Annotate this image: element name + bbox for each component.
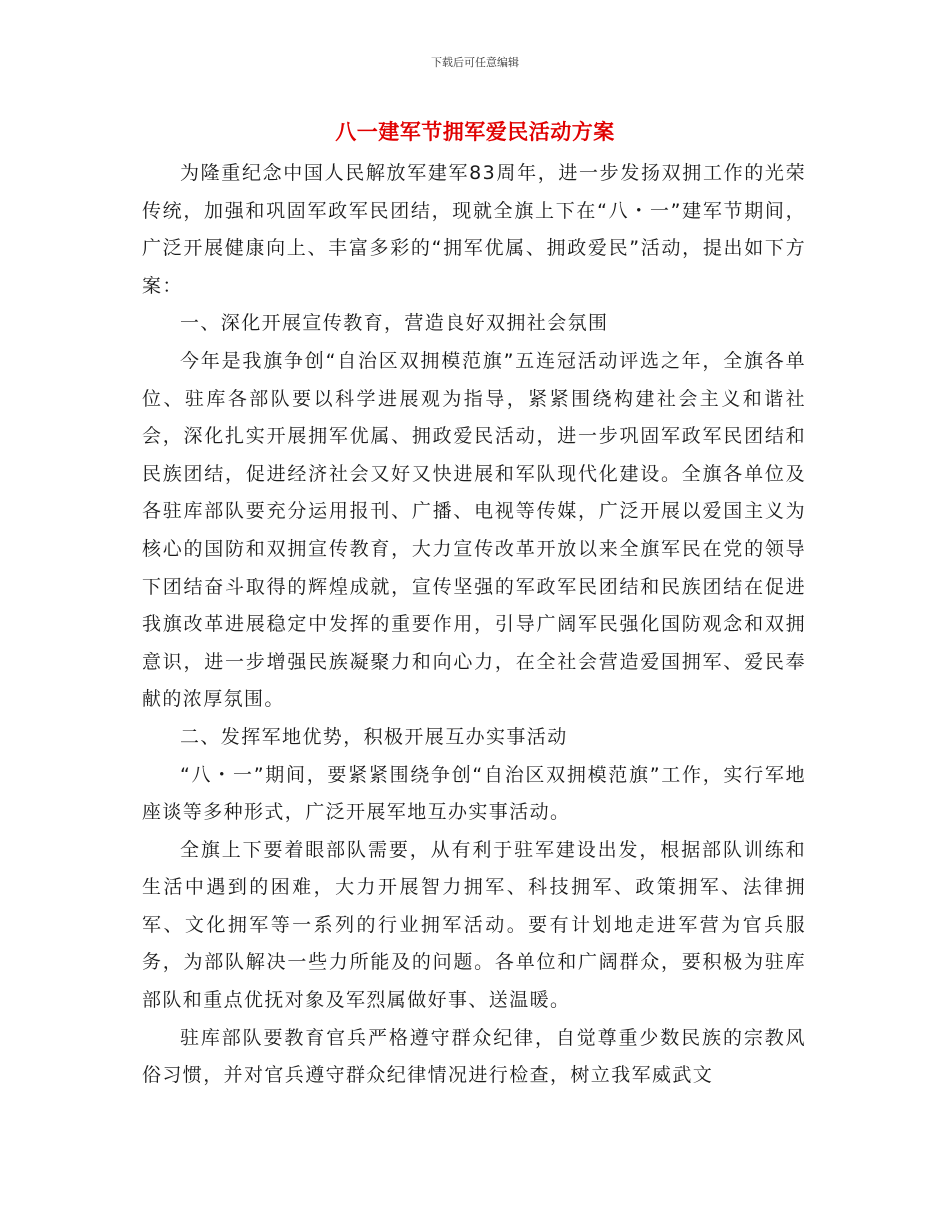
- document-body: [142, 155, 806, 1095]
- document-title: 八一建军节拥军爱民活动方案: [335, 120, 615, 144]
- body-paragraph: 全旗上下要着眼部队需要，从有利于驻军建设出发，根据部队训练和生活中遇到的困难，大力开展智力拥军、科技拥军、政策拥军、法律拥军、文化拥军等一系列的行业拥军活动。要有计划地走进军营为官兵服务，为部队解决一些力所能及的问题。各单位和广阔群众，要积极为驻库部队和重点优抚对象及军烈属做好事、送温暖。: [142, 838, 806, 1012]
- body-paragraph: 驻库部队要教育官兵严格遵守群众纪律，自觉尊重少数民族的宗教风俗习惯，并对官兵遵守群众纪律情况进行检查，树立我军威武文: [142, 1026, 806, 1087]
- section-heading-1: 一、深化开展宣传教育，营造良好双拥社会氛围: [180, 312, 609, 335]
- intro-paragraph: 为隆重纪念中国人民解放军建军83周年，进一步发扬双拥工作的光荣传统，加强和巩固军政军民团结，现就全旗上下在“八・一”建军节期间，广泛开展健康向上、丰富多彩的“拥军优属、拥政爱民”活动，提出如下方案：: [142, 162, 806, 297]
- body-paragraph: 今年是我旗争创“自治区双拥模范旗”五连冠活动评选之年，全旗各单位、驻库各部队要以科学进展观为指导，紧紧围绕构建社会主义和谐社会，深化扎实开展拥军优属、拥政爱民活动，进一步巩固军政军民团结和民族团结，促进经济社会又好又快进展和军队现代化建设。全旗各单位及各驻库部队要充分运用报刊、广播、电视等传媒，广泛开展以爱国主义为核心的国防和双拥宣传教育，大力宣传改革开放以来全旗军民在党的领导下团结奋斗取得的辉煌成就，宣传坚强的军政军民团结和民族团结在促进我旗改革进展稳定中发挥的重要作用，引导广阔军民强化国防观念和双拥意识，进一步增强民族凝聚力和向心力，在全社会营造爱国拥军、爱民奉献的浓厚氛围。: [142, 349, 806, 711]
- section-heading-2: 二、发挥军地优势，积极开展互办实事活动: [180, 725, 568, 748]
- body-paragraph: “八・一”期间，要紧紧围绕争创“自治区双拥模范旗”工作，实行军地座谈等多种形式，广泛开展军地互办实事活动。: [142, 763, 806, 824]
- download-note: 下载后可任意编辑: [431, 56, 519, 69]
